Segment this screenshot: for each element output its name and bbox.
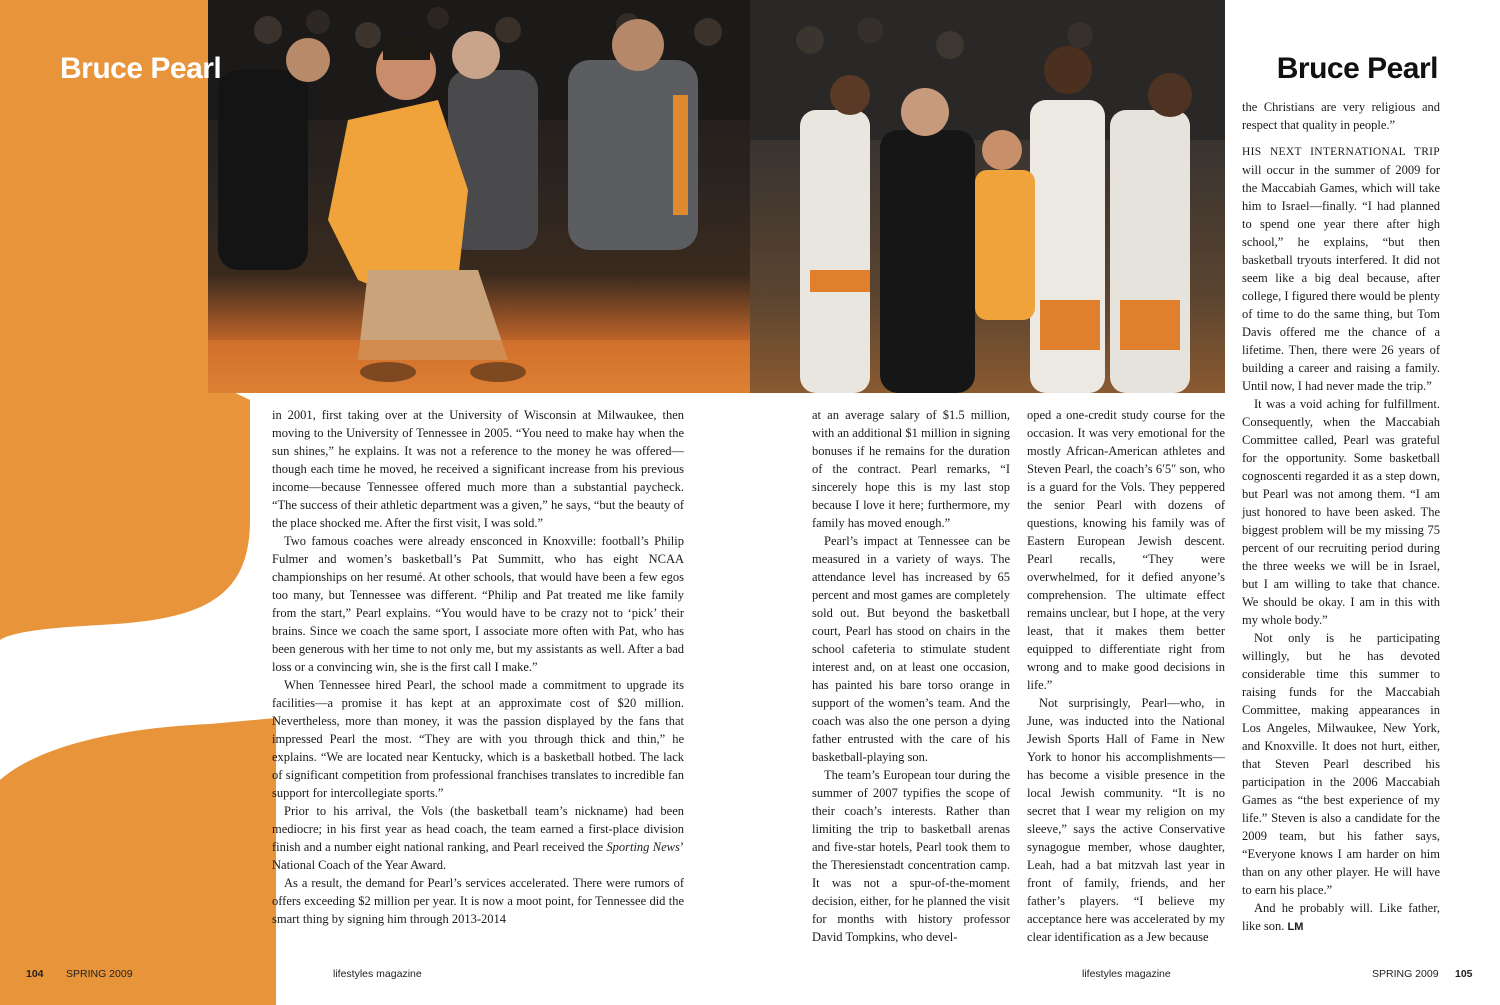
- page-title-right: Bruce Pearl: [1276, 52, 1438, 85]
- photo-team-huddle: [750, 0, 1225, 393]
- page-number: 105: [1455, 968, 1473, 980]
- photo-coach-crouching: [208, 0, 750, 393]
- section-lead-in: HIS NEXT INTERNATIONAL TRIP: [1242, 146, 1440, 158]
- footer-right-magazine: lifestyles magazine: [1082, 968, 1171, 980]
- paragraph: at an average salary of $1.5 million, with an additional $1 million in signing bonuses if he remains for the duration of the contract. Pearl remarks, “I sincerely hope this is my last stop because I love it here; furthermore, my family has moved enough.”: [812, 408, 1010, 530]
- footer-left-issue: SPRING 2009: [66, 968, 133, 980]
- paragraph: [1242, 142, 1440, 395]
- end-mark-logo: LM: [1287, 921, 1304, 933]
- paragraph: oped a one-credit study course for the occasion. It was very emotional for the mostly African-American athletes and Steven Pearl, the coach’s 6′5″ son, who is a guard for the Vols. They peppered the senior Pearl with dozens of questions, knowing his family was of Eastern European Jewish descent. Pearl recalls, “They were overwhelmed, for it defied anyone’s comprehension. The ultimate effect remains unclear, but I hope, at the very least, that it makes them better equipped to differentiate right from wrong and to make good decisions in life.”: [1027, 408, 1225, 692]
- paragraph: It was a void aching for fulfillment. Consequently, when the Maccabiah Committee called, Pearl was grateful for the opportunity. Some basketball cognoscenti regarded it as a step down, but Pearl was not among them. “I am just honored to have been asked. The biggest problem will be my missing 75 percent of our recruiting period during the three weeks we will be in Israel, but I am willing to take that chance. We should be okay. I am in this with my whole body.”: [1242, 397, 1440, 627]
- page-number: 104: [26, 968, 44, 980]
- text-run: will occur in the summer of 2009 for the Maccabiah Games, which will take him to Israel—finally. “I had planned to spend one year there after high school,” he explains, “but then basketball tryouts interfered. It did not seem like a big deal because, after college, I figured there would be plenty of time to do the same thing, but Tom Davis offered me the chance of a lifetime. Then, there were 26 years of building a career and raising a family. Until now, I had never made the trip.”: [1242, 163, 1440, 393]
- paragraph: The team’s European tour during the summer of 2007 typifies the scope of their coach’s interests. Rather than limiting the trip to basketball arenas and five-star hotels, Pearl took them to the Theresienstadt concentration camp. It was not a spur-of-the-moment decision, either, for he planned the visit for months with history professor David Tompkins, who devel-: [812, 768, 1010, 944]
- article-column-1: [272, 406, 684, 928]
- text-run: ’ National Coach of the Year Award.: [272, 840, 684, 872]
- paragraph: Pearl’s impact at Tennessee can be measured in a variety of ways. The attendance level has increased by 65 percent and most games are completely sold out. But beyond the basketball court, Pearl has stood on chairs in the school cafeteria to stimulate student interest and, on at least one occasion, has painted his bare torso orange in support of the women’s team. And the coach was also the one person a dying father entrusted with the care of his basketball-playing son.: [812, 534, 1010, 764]
- paragraph: Two famous coaches were already ensconced in Knoxville: football’s Philip Fulmer and women’s basketball’s Pat Summitt, who has eight NCAA championships on her resumé. At other schools, that would have been a few egos too many, but Tennessee was different. “Philip and Pat treated me like family from the start,” Pearl explains. “You would have to be crazy not to ‘pick’ their brains. Since we coach the same sport, I associate more often with Pat, who has been generous with her time to not only me, but my assistants as well. After a bad loss or a convincing win, she is the first call I make.”: [272, 534, 684, 674]
- article-column-3: [1027, 406, 1225, 946]
- paragraph: Not surprisingly, Pearl—who, in June, was inducted into the National Jewish Sports Hall of Fame in New York to honor his accomplishments—has become a visible presence in the local Jewish community. “It is no secret that I wear my religion on my sleeve,” says the active Conservative synagogue member, whose daughter, Leah, had a bat mitzvah last year in front of family, friends, and her father’s players. “I believe my acceptance here was accelerated by my clear identification as a Jew because: [1027, 696, 1225, 944]
- paragraph: When Tennessee hired Pearl, the school made a commitment to upgrade its facilities—a promise it has kept at an approximate cost of $20 million. Nevertheless, more than money, it was the passion displayed by the fans that impressed Pearl the most. “They are with you through thick and thin,” he explains. “We are located near Kentucky, which is a basketball hotbed. The lack of significant competition from professional franchises translates to incredible fan support for intercollegiate sports.”: [272, 678, 684, 800]
- paragraph: Not only is he participating willingly, but he has devoted considerable time this summer to raising funds for the Maccabiah Committee, making appearances in Los Angeles, Milwaukee, New York, and Knoxville. It does not hurt, either, that Steven Pearl described his participation in the 2006 Maccabiah Games as “the best experience of my life.” Steven is also a candidate for the 2009 team, but his father says, “Everyone knows I am harder on him than on any other player. He will have to earn his place.”: [1242, 631, 1440, 897]
- footer-right-page-number: [1455, 968, 1473, 980]
- paragraph: [272, 802, 684, 874]
- paragraph: in 2001, first taking over at the University of Wisconsin at Milwaukee, then moving to the University of Tennessee in 2005. “You need to make hay when the sun shines,” he explains. It was not a reference to the money he was offered—though each time he moved, he received a significant increase from his previous income—because Tennessee offered much more than a substantial paycheck. “The success of their athletic department was a given,” he says, “but the beauty of the place shocked me. After the first visit, I was sold.”: [272, 408, 684, 530]
- article-column-4: [1242, 98, 1440, 936]
- article-column-2: [812, 406, 1010, 946]
- publication-name: Sporting News: [606, 840, 680, 854]
- text-run: And he probably will. Like father, like son.: [1242, 901, 1440, 933]
- paragraph: As a result, the demand for Pearl’s services accelerated. There were rumors of offers exceeding $2 million per year. It is now a moot point, for Tennessee did the smart thing by signing him through 2013-2014: [272, 876, 684, 926]
- paragraph: [1242, 899, 1440, 936]
- footer-right-issue: SPRING 2009: [1372, 968, 1439, 980]
- page-title-left: Bruce Pearl: [60, 52, 222, 85]
- text-run: Prior to his arrival, the Vols (the basketball team’s nickname) had been mediocre; in his first year as head coach, the team earned a first-place division finish and a number eight national ranking, and Pearl received the: [272, 804, 684, 854]
- footer-left-page-number: [26, 968, 44, 980]
- footer-left-magazine: lifestyles magazine: [333, 968, 422, 980]
- paragraph: the Christians are very religious and respect that quality in people.”: [1242, 100, 1440, 132]
